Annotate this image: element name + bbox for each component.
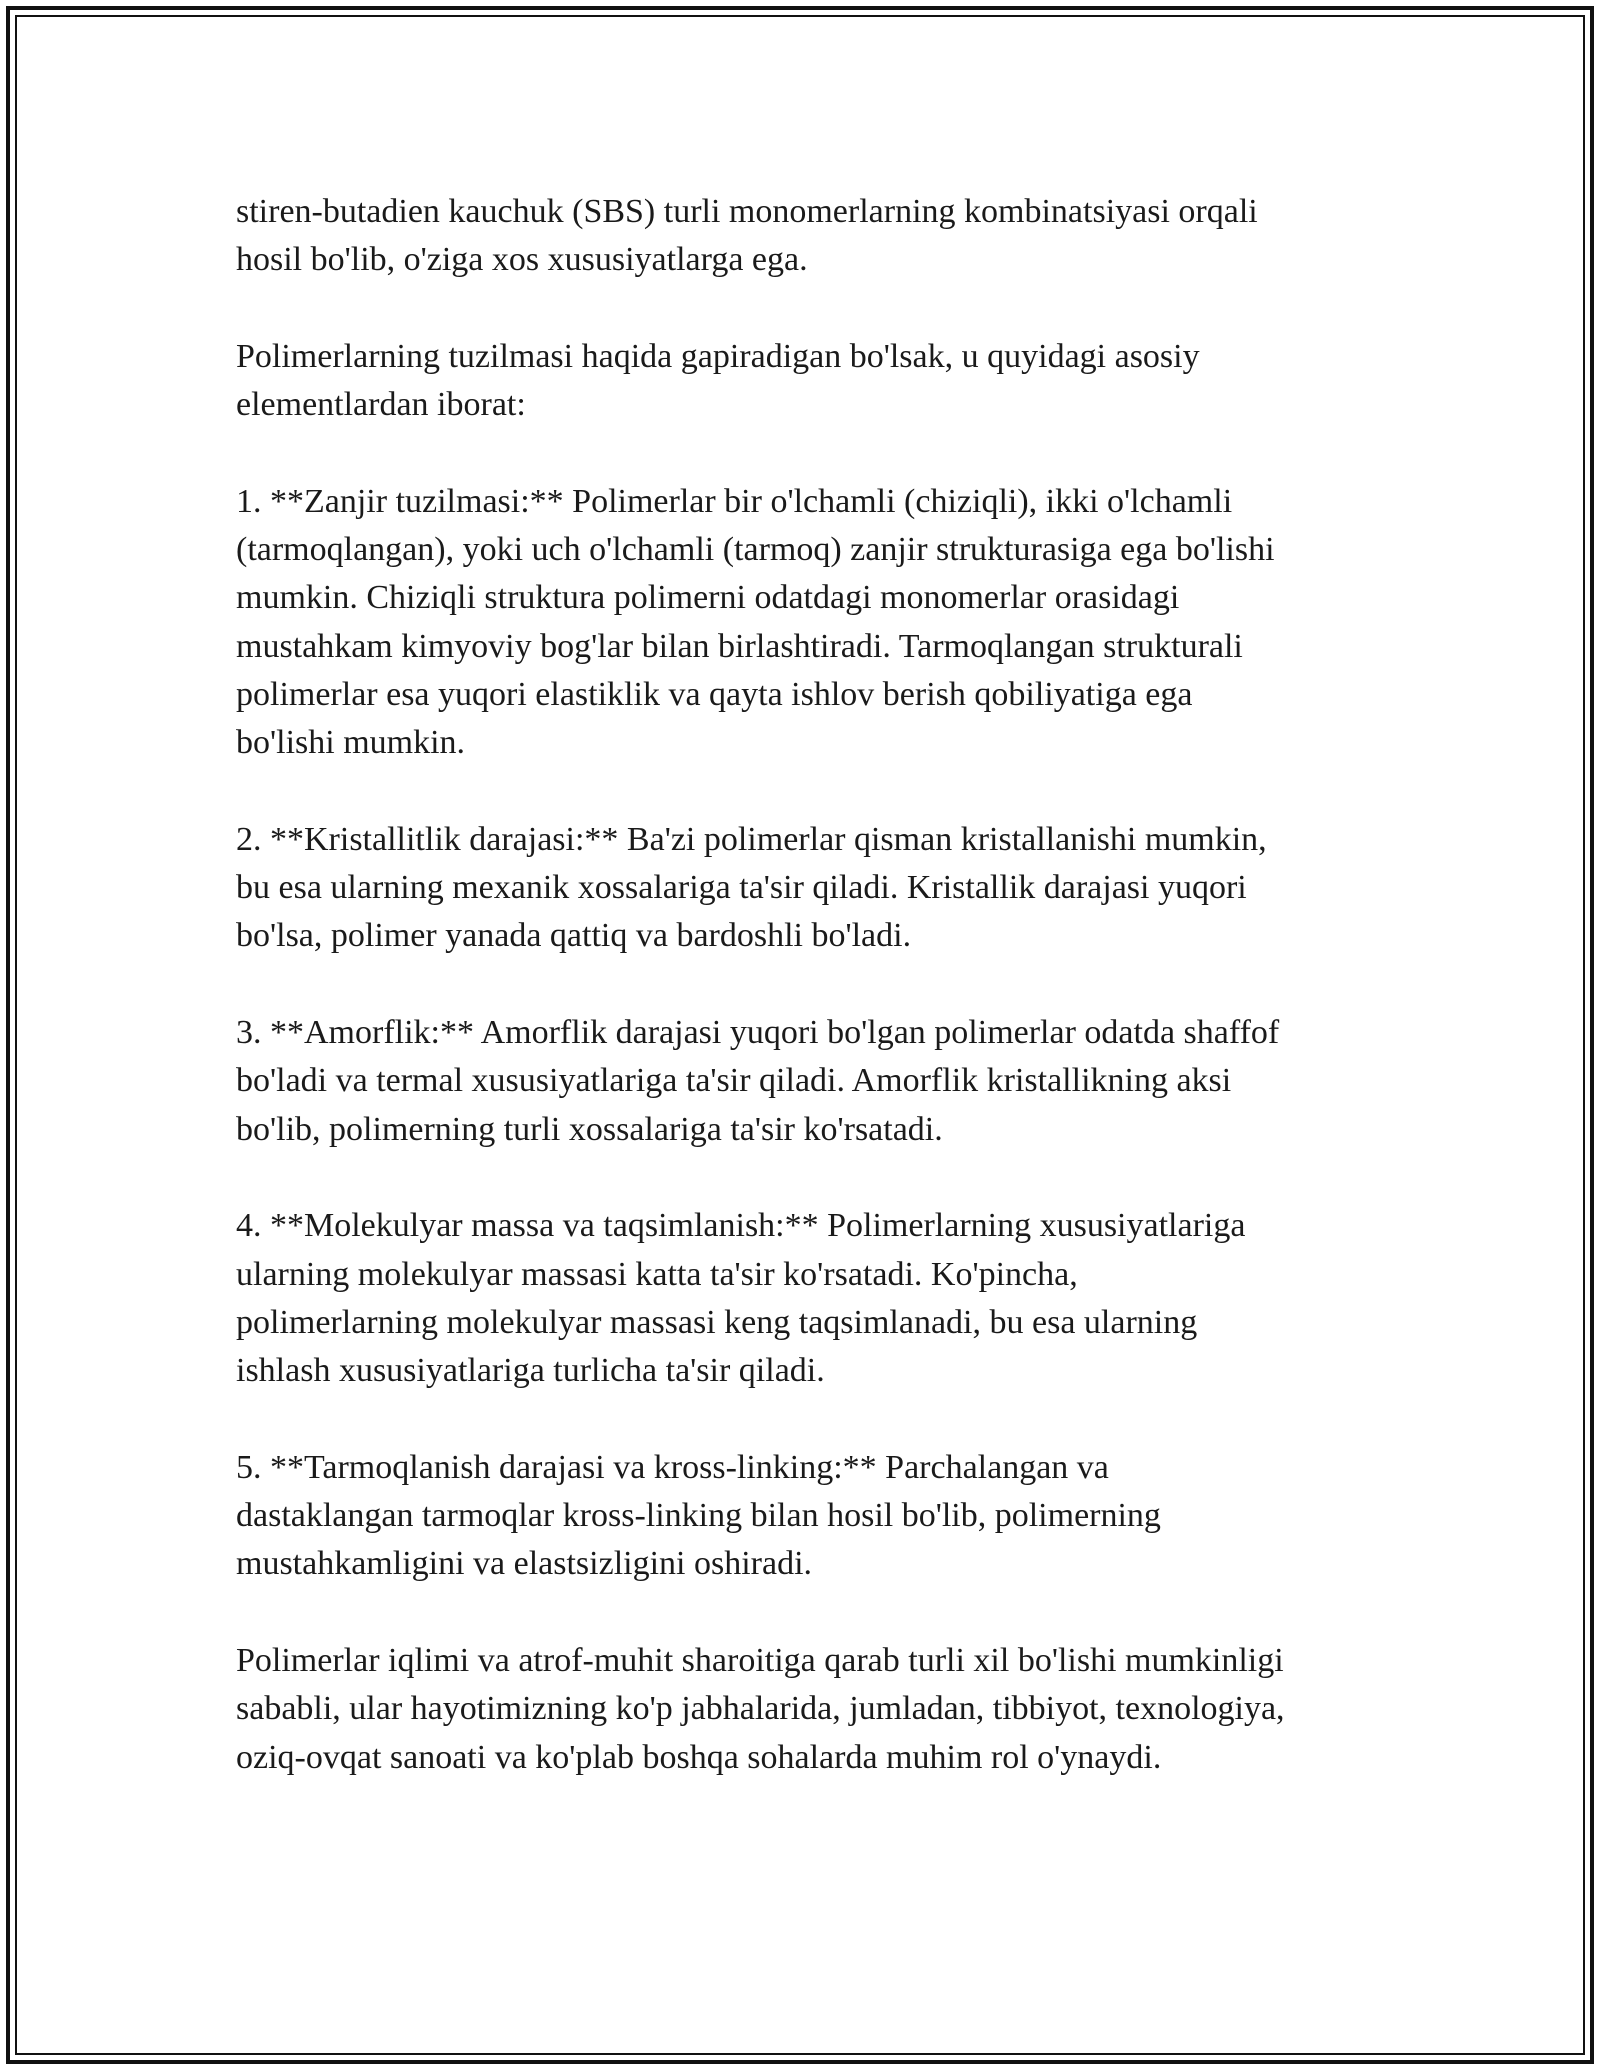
list-item-branching [236,1444,1416,1589]
text-line: bo'lsa, polimer yanada qattiq va bardoshli bo'ladi. [236,917,912,955]
text-line: polimerlarning molekulyar massasi keng taqsimlanadi, bu esa ularning [236,1303,1198,1341]
text-line: bu esa ularning mexanik xossalariga ta'sir qiladi. Kristallik darajasi yuqori [236,869,1247,907]
text-line: dastaklangan tarmoqlar kross-linking bilan hosil bo'lib, polimerning [236,1497,1161,1535]
text-line: Polimerlarning tuzilmasi haqida gapiradigan bo'lsak, u quyidagi asosiy [236,337,1200,375]
text-line: Polimerlar iqlimi va atrof-muhit sharoitiga qarab turli xil bo'lishi mumkinligi [236,1641,1284,1679]
text-line: 3. **Amorflik:** Amorflik darajasi yuqori bo'lgan polimerlar odatda shaffof [236,1014,1280,1052]
text-line: mumkin. Chiziqli struktura polimerni odatdagi monomerlar orasidagi [236,579,1180,617]
text-line: (tarmoqlangan), yoki uch o'lchamli (tarmoq) zanjir strukturasiga ega bo'lishi [236,531,1275,569]
text-line: 2. **Kristallitlik darajasi:** Ba'zi polimerlar qisman kristallanishi mumkin, [236,820,1267,858]
text-line: bo'lishi mumkin. [236,724,466,762]
text-line: mustahkamligini va elastsizligini oshiradi. [236,1545,813,1583]
text-line: bo'ladi va termal xususiyatlariga ta'sir qiladi. Amorflik kristallikning aksi [236,1062,1232,1100]
document-body [236,188,1416,1830]
text-line: polimerlar esa yuqori elastiklik va qayta ishlov berish qobiliyatiga ega [236,675,1193,713]
text-line: 4. **Molekulyar massa va taqsimlanish:** Polimerlarning xususiyatlariga [236,1207,1246,1245]
list-item-amorphism [236,1009,1416,1154]
paragraph-structure-intro [236,333,1416,430]
paragraph-intro-continuation [236,188,1416,285]
text-line: hosil bo'lib, o'ziga xos xususiyatlarga ega. [236,241,808,279]
paragraph-conclusion [236,1637,1416,1782]
list-item-chain-structure [236,478,1416,768]
text-line: ularning molekulyar massasi katta ta'sir ko'rsatadi. Ko'pincha, [236,1255,1078,1293]
text-line: mustahkam kimyoviy bog'lar bilan birlashtiradi. Tarmoqlangan strukturali [236,627,1243,665]
text-line: sababli, ular hayotimizning ko'p jabhalarida, jumladan, tibbiyot, texnologiya, [236,1690,1285,1728]
text-line: oziq-ovqat sanoati va ko'plab boshqa sohalarda muhim rol o'ynaydi. [236,1738,1162,1776]
text-line: bo'lib, polimerning turli xossalariga ta'sir ko'rsatadi. [236,1110,943,1148]
text-line: ishlash xususiyatlariga turlicha ta'sir qiladi. [236,1352,825,1390]
text-line: 1. **Zanjir tuzilmasi:** Polimerlar bir o'lchamli (chiziqli), ikki o'lchamli [236,482,1233,520]
text-line: elementlardan iborat: [236,386,526,424]
list-item-crystallinity [236,816,1416,961]
list-item-molecular-mass [236,1202,1416,1395]
text-line: 5. **Tarmoqlanish darajasi va kross-linking:** Parchalangan va [236,1448,1109,1486]
text-line: stiren-butadien kauchuk (SBS) turli monomerlarning kombinatsiyasi orqali [236,193,1258,230]
